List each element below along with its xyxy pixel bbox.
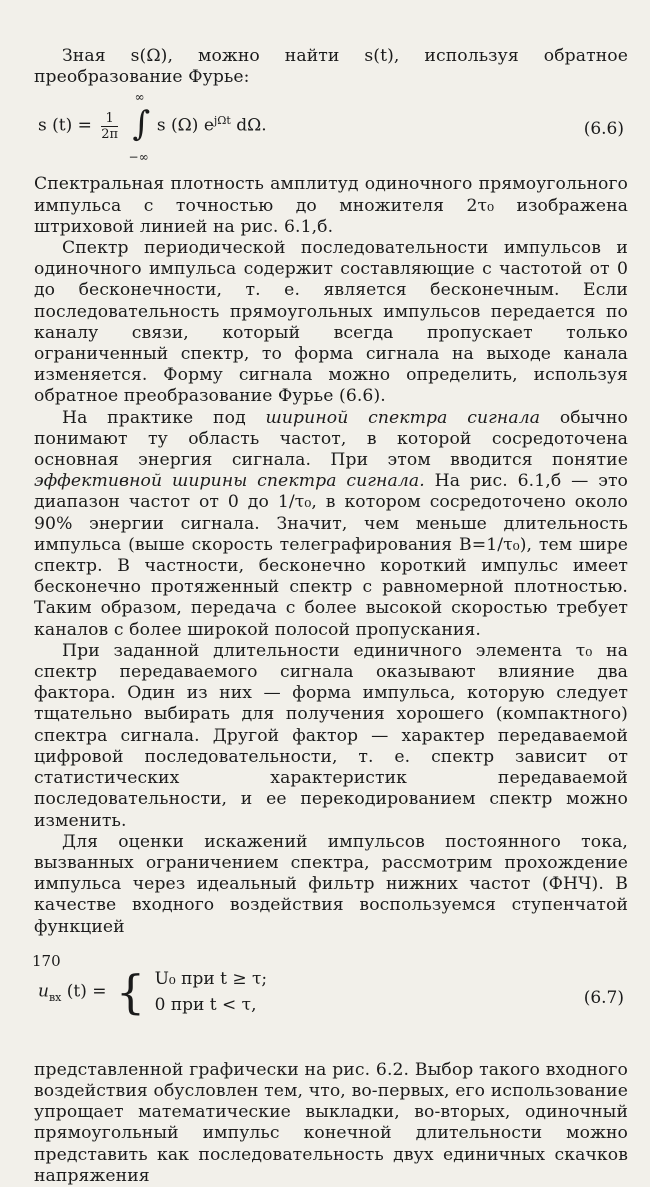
- eq2-lhs-arg: (t) =: [61, 981, 107, 1002]
- eq2-cases: [155, 966, 268, 1018]
- paragraph-intro: Зная s(Ω), можно найти s(t), используя обратное преобразование Фурье:: [34, 46, 628, 88]
- integral-sign: ∞ ∫ −∞: [128, 90, 151, 165]
- term-spectrum-width: шириной спектра сигнала: [265, 407, 541, 428]
- eq1-int-lower: −∞: [128, 150, 149, 165]
- paragraph-step-function: представленной графически на рис. 6.2. Выбор такого входного воздействия обусловлен тем, что, во-первых, его использование упрощает математические выкладки, во-вторых, одиночный прямоугольный импульс конечной длительности можно представить как последовательность двух единичных скачков напряжения: [34, 1059, 628, 1186]
- eq2-lhs-sub: вх: [48, 990, 62, 1004]
- equation-6-7: [34, 958, 628, 1038]
- eq1-fraction: [101, 111, 118, 142]
- equation-number-6-7: (6.7): [583, 987, 624, 1008]
- paragraph-periodic-spectrum: Спектр периодической последовательности импульсов и одиночного импульса содержит составляющие с частотой от 0 до бесконечности, т. е. является бесконечным. Если последовательность прямоугольных импульсов передается по каналу связи, который всегда пропускает только ограниченный спектр, то форма сигнала на выходе канала изменяется. Форму сигнала можно определить, используя обратное преобразование Фурье (6.6).: [34, 238, 628, 407]
- para4-text-2: обычно понимают ту область частот, в которой сосредоточена основная энергия сигнала. При этом вводится понятие: [34, 407, 628, 471]
- eq2-case-2: 0 при t < τ,: [154, 994, 257, 1015]
- eq1-differential: dΩ.: [236, 115, 267, 136]
- paragraph-factors: При заданной длительности единичного элемента τ₀ на спектр передаваемого сигнала оказывают влияние два фактора. Один из них — форма импульса, которую следует тщательно выбирать для получения хорошего (компактного) спектра сигнала. Другой фактор — характер передаваемой цифровой последовательности, т. е. спектр зависит от статистических характеристик передаваемой последовательности, и ее перекодированием спектр можно изменить.: [34, 640, 628, 831]
- eq1-int-upper: ∞: [134, 90, 145, 105]
- para4-text-3: На рис. 6.1,б — это диапазон частот от 0 до 1/τ₀, в котором сосредоточено около 90% энергии сигнала. Значит, чем меньше длительность импульса (выше скорость телеграфирования B=1/τ₀), тем шире спектр. В частности, бесконечно короткий импульс имеет бесконечно протяженный спектр с равномерной плотностью. Таким образом, передача с более высокой скоростью требует каналов с более широкой полосой пропускания.: [34, 471, 628, 640]
- eq1-lhs: s (t) =: [38, 115, 92, 136]
- page-body: [34, 46, 628, 1187]
- term-effective-width: эффективной ширины спектра сигнала.: [34, 471, 425, 492]
- paragraph-lowpass-filter: Для оценки искажений импульсов постоянного тока, вызванных ограничением спектра, рассмотрим прохождение импульса через идеальный фильтр нижних частот (ФНЧ). В качестве входного воздействия воспользуемся ступенчатой функцией: [34, 831, 628, 937]
- eq1-exponent: jΩt: [213, 114, 231, 128]
- paragraph-spectrum-width: [34, 408, 628, 641]
- equation-6-6: [34, 92, 628, 166]
- eq2-lhs: u: [38, 981, 49, 1002]
- eq1-frac-num: 1: [101, 111, 118, 127]
- equation-number-6-6: (6.6): [583, 119, 624, 140]
- eq2-case-1: U₀ при t ≥ τ;: [154, 968, 268, 989]
- eq1-integrand: s (Ω) e: [156, 115, 214, 136]
- eq1-frac-den: 2π: [101, 126, 119, 142]
- page-number: 170: [32, 952, 61, 970]
- paragraph-spectral-density: Спектральная плотность амплитуд одиночного прямоугольного импульса с точностью до множителя 2τ₀ изображена штриховой линией на рис. 6.1,б.: [34, 174, 628, 237]
- cases-brace: {: [115, 964, 146, 1019]
- para4-text-1: На практике под: [62, 407, 266, 428]
